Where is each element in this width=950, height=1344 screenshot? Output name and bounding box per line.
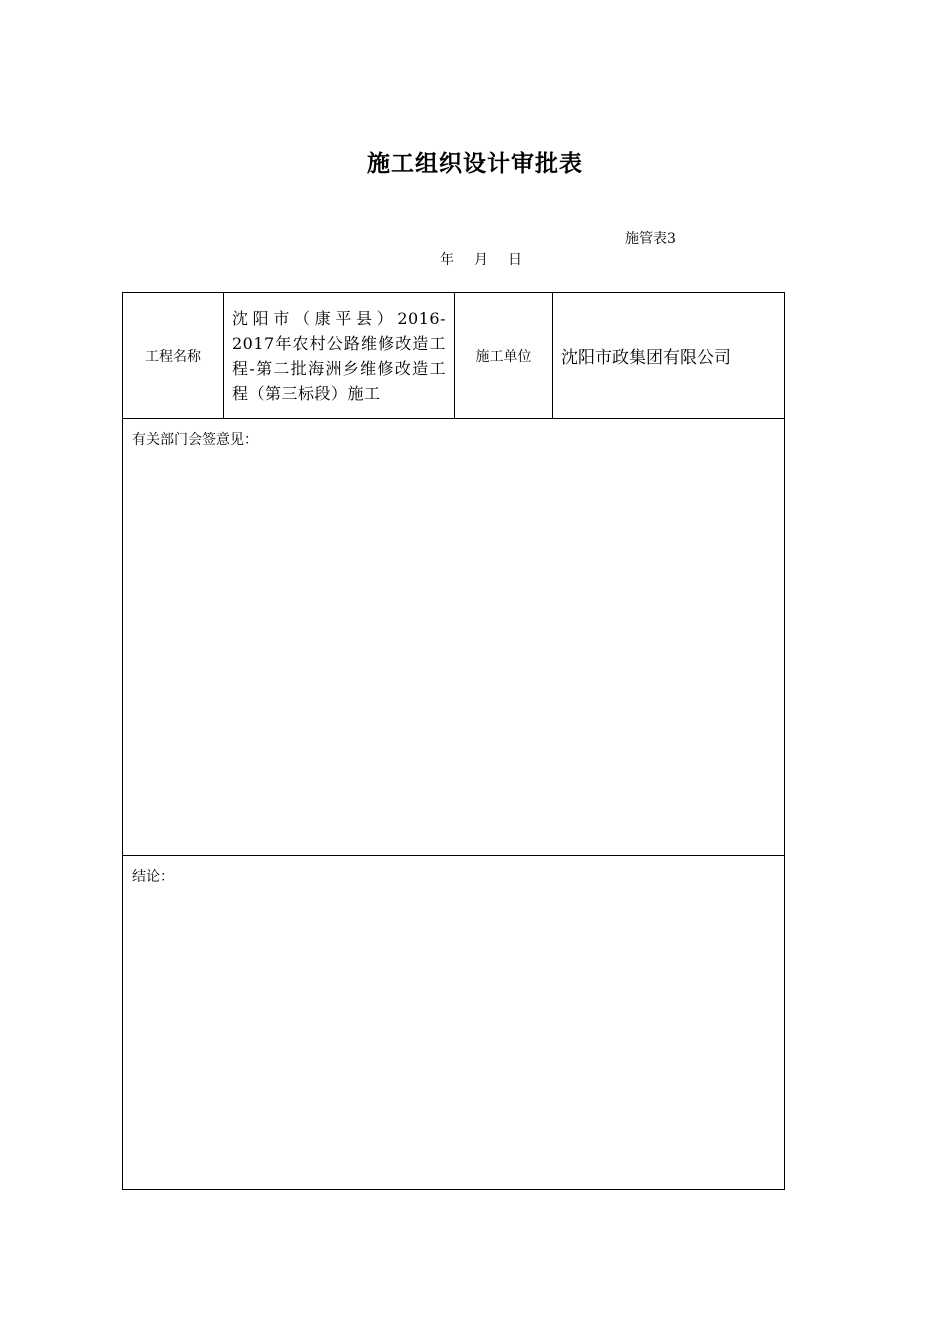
- date-month-label: 月: [474, 252, 488, 268]
- project-info-row: [123, 293, 785, 419]
- conclusion-row: [123, 856, 785, 1190]
- construction-unit-value: 沈阳市政集团有限公司: [553, 293, 785, 419]
- department-opinion-section[interactable]: [123, 419, 785, 856]
- date-day-label: 日: [508, 252, 522, 268]
- date-year-label: 年: [440, 252, 454, 268]
- date-line: [440, 249, 522, 269]
- form-code: 施管表3: [625, 231, 676, 247]
- conclusion-label: 结论：: [132, 869, 174, 885]
- construction-unit-label: 施工单位: [455, 293, 553, 419]
- department-opinion-row: [123, 419, 785, 856]
- approval-form-table: [122, 292, 785, 1190]
- department-opinion-label: 有关部门会签意见：: [132, 432, 258, 448]
- document-title: 施工组织设计审批表: [367, 151, 583, 177]
- project-name-label: 工程名称: [123, 293, 224, 419]
- conclusion-section[interactable]: [123, 856, 785, 1190]
- project-name-value: 沈阳市（康平县）2016-2017年农村公路维修改造工程-第二批海洲乡维修改造工程（第三标段）施工: [224, 293, 455, 419]
